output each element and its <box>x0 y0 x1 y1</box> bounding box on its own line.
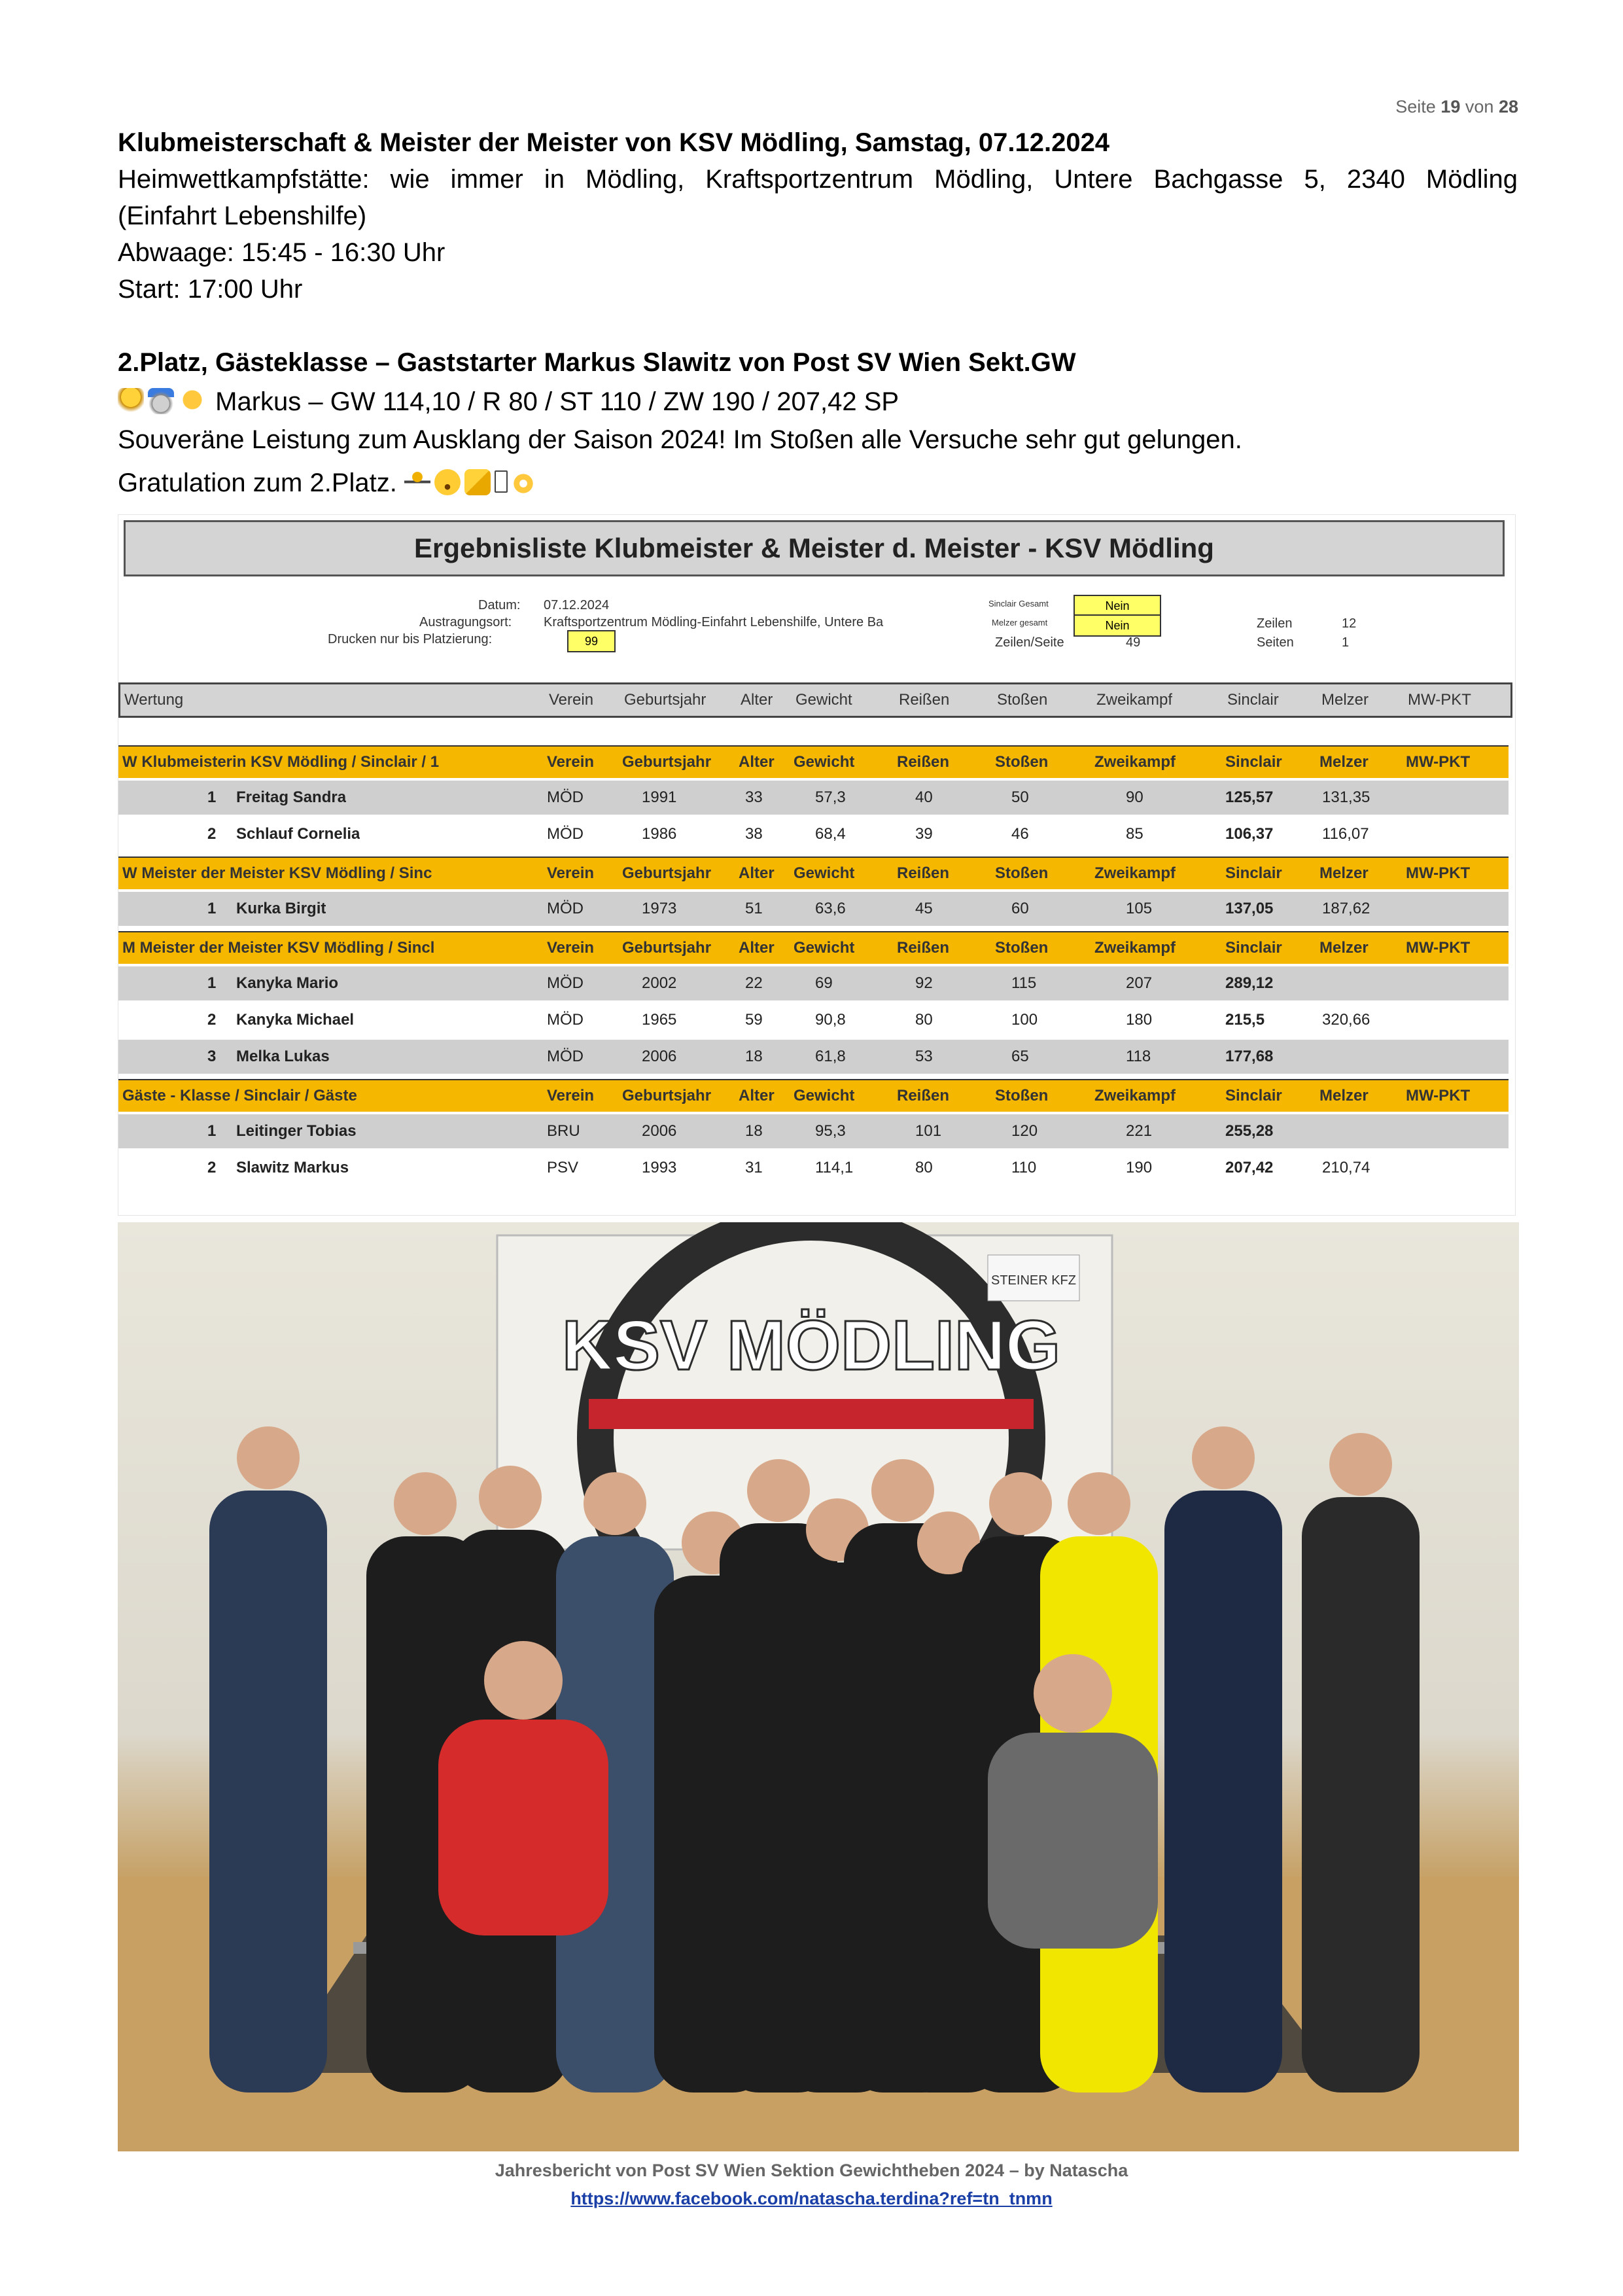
row-verein: MÖD <box>547 900 584 917</box>
row-reissen: 40 <box>915 788 933 806</box>
row-gewicht: 114,1 <box>815 1159 854 1176</box>
section-col-6: Stoßen <box>995 939 1049 957</box>
section-title: Gäste - Klasse / Sinclair / Gäste <box>122 1087 357 1104</box>
person-head <box>1192 1426 1255 1489</box>
row-reissen: 45 <box>915 900 933 917</box>
section-col-4: Gewicht <box>794 753 855 771</box>
trophy-icon <box>118 388 144 414</box>
section-col-8: Sinclair <box>1225 939 1282 957</box>
row-alter: 18 <box>745 1122 763 1140</box>
row-zweikampf: 180 <box>1126 1011 1153 1029</box>
row-sinclair: 177,68 <box>1225 1048 1274 1065</box>
congrats-line <box>118 465 1518 501</box>
col-alter: Alter <box>741 691 773 709</box>
surprised-face-icon <box>434 469 461 495</box>
row-alter: 22 <box>745 974 763 992</box>
team-photo-illustration <box>118 1222 1519 2151</box>
section-col-2: Geburtsjahr <box>622 1087 712 1104</box>
col-zweikampf: Zweikampf <box>1096 691 1173 709</box>
footer-text: Jahresbericht von Post SV Wien Sektion Gewichtheben 2024 – by Natascha <box>495 2161 1128 2180</box>
row-stossen: 115 <box>1011 974 1037 992</box>
start-time: Start: 17:00 Uhr <box>118 275 303 304</box>
row-gewicht: 95,3 <box>815 1122 846 1140</box>
section-header <box>118 931 1509 964</box>
row-melzer: 187,62 <box>1322 900 1370 917</box>
col-melzer: Melzer <box>1321 691 1369 709</box>
row-alter: 31 <box>745 1159 763 1176</box>
section-col-8: Sinclair <box>1225 1087 1282 1104</box>
meta-drucken: 99 <box>567 630 616 652</box>
table-row <box>118 966 1509 1000</box>
section-col-9: Melzer <box>1319 864 1369 882</box>
col-mw-pkt: MW-PKT <box>1408 691 1471 709</box>
row-name: Kanyka Michael <box>236 1011 355 1029</box>
section-col-8: Sinclair <box>1225 864 1282 882</box>
row-stossen: 110 <box>1011 1159 1037 1176</box>
row-zweikampf: 190 <box>1126 1159 1153 1176</box>
meta-ort-label: Austragungsort: <box>419 615 512 629</box>
person-head <box>747 1459 810 1522</box>
meta-ort: Kraftsportzentrum Mödling-Einfahrt Lebenshilfe, Untere Ba <box>544 615 884 629</box>
section-col-1: Verein <box>547 1087 595 1104</box>
col-wertung: Wertung <box>124 691 184 709</box>
person-head <box>584 1472 646 1535</box>
row-alter: 59 <box>745 1011 763 1029</box>
missing-glyph-icon <box>495 470 508 493</box>
row-gewicht: 57,3 <box>815 788 846 806</box>
row-zweikampf: 221 <box>1126 1122 1153 1140</box>
row-stossen: 60 <box>1011 900 1029 917</box>
col-geburtsjahr: Geburtsjahr <box>624 691 707 709</box>
meta-zeilen-seite: 49 <box>1126 635 1141 650</box>
section-col-5: Reißen <box>897 753 950 771</box>
row-place: 2 <box>207 825 217 843</box>
section-col-2: Geburtsjahr <box>622 864 712 882</box>
page-number: Seite 19 von 28 <box>1395 97 1518 116</box>
section-col-4: Gewicht <box>794 939 855 957</box>
row-jahr: 1991 <box>642 788 677 806</box>
row-reissen: 39 <box>915 825 933 843</box>
row-melzer: 116,07 <box>1322 825 1369 843</box>
person-head <box>1068 1472 1130 1535</box>
row-stossen: 65 <box>1011 1048 1029 1065</box>
row-reissen: 53 <box>915 1048 933 1065</box>
section-col-2: Geburtsjahr <box>622 939 712 957</box>
venue-line-2: (Einfahrt Lebenshilfe) <box>118 202 367 230</box>
row-jahr: 1986 <box>642 825 677 843</box>
weighin-time: Abwaage: 15:45 - 16:30 Uhr <box>118 238 445 267</box>
row-name: Kurka Birgit <box>236 900 326 917</box>
row-verein: MÖD <box>547 825 584 843</box>
report-heading: 2.Platz, Gästeklasse – Gaststarter Markus Slawitz von Post SV Wien Sekt.GW <box>118 348 1076 377</box>
row-melzer: 131,35 <box>1322 788 1370 806</box>
row-stossen: 120 <box>1011 1122 1038 1140</box>
section-col-6: Stoßen <box>995 1087 1049 1104</box>
section-col-1: Verein <box>547 939 595 957</box>
table-row <box>118 1151 1509 1185</box>
row-gewicht: 69 <box>815 974 833 992</box>
row-gewicht: 63,6 <box>815 900 846 917</box>
person-head <box>871 1459 934 1522</box>
row-place: 1 <box>207 1122 217 1140</box>
row-stossen: 100 <box>1011 1011 1038 1029</box>
section-col-6: Stoßen <box>995 864 1049 882</box>
person-head <box>394 1472 457 1535</box>
medal-icon <box>148 388 174 414</box>
row-jahr: 1965 <box>642 1011 677 1029</box>
row-place: 3 <box>207 1048 217 1065</box>
section-col-10: MW-PKT <box>1406 1087 1471 1104</box>
row-jahr: 2002 <box>642 974 677 992</box>
section-header <box>118 745 1509 778</box>
row-name: Slawitz Markus <box>236 1159 349 1176</box>
table-header <box>118 682 1512 718</box>
person-body <box>988 1733 1158 1949</box>
row-verein: PSV <box>547 1159 579 1176</box>
section-col-6: Stoßen <box>995 753 1049 771</box>
event-title: Klubmeisterschaft & Meister der Meister von KSV Mödling, Samstag, 07.12.2024 <box>118 128 1110 157</box>
section-col-5: Reißen <box>897 1087 950 1104</box>
meta-datum: 07.12.2024 <box>544 598 610 612</box>
row-zweikampf: 105 <box>1126 900 1153 917</box>
row-name: Freitag Sandra <box>236 788 347 806</box>
section-col-7: Zweikampf <box>1094 864 1176 882</box>
row-sinclair: 255,28 <box>1225 1122 1274 1140</box>
ok-hand-icon <box>512 469 538 495</box>
row-alter: 38 <box>745 825 763 843</box>
venue-line: Heimwettkampfstätte: wie immer in Mödling, Kraftsportzentrum Mödling, Untere Bachgasse 5, 2340 Mödling <box>118 165 1518 194</box>
row-melzer: 210,74 <box>1322 1159 1370 1176</box>
person-head <box>479 1466 542 1528</box>
meta-zeilen-label: Zeilen <box>1257 616 1293 631</box>
table-row <box>118 817 1509 851</box>
footer-link-wrap <box>0 2189 1623 2209</box>
meta-zeilen-seite-label: Zeilen/Seite <box>995 635 1064 650</box>
section-header <box>118 1079 1509 1112</box>
row-sinclair: 215,5 <box>1225 1011 1265 1029</box>
person-head <box>484 1641 563 1720</box>
section-col-9: Melzer <box>1319 753 1369 771</box>
section-col-3: Alter <box>739 864 775 882</box>
results-title: Ergebnisliste Klubmeister & Meister d. Meister - KSV Mödling <box>124 520 1505 576</box>
row-verein: MÖD <box>547 788 584 806</box>
meta-datum-label: Datum: <box>478 598 521 612</box>
row-alter: 18 <box>745 1048 763 1065</box>
row-melzer: 320,66 <box>1322 1011 1370 1029</box>
row-name: Melka Lukas <box>236 1048 330 1065</box>
section-header <box>118 857 1509 889</box>
result-summary: Markus – GW 114,10 / R 80 / ST 110 / ZW 190 / 207,42 SP <box>215 387 899 416</box>
section-title: M Meister der Meister KSV Mödling / Sincl <box>122 939 435 957</box>
row-verein: MÖD <box>547 974 584 992</box>
row-verein: MÖD <box>547 1048 584 1065</box>
row-zweikampf: 90 <box>1126 788 1143 806</box>
meta-sinclair-gesamt: Nein <box>1073 595 1161 617</box>
row-verein: MÖD <box>547 1011 584 1029</box>
section-col-4: Gewicht <box>794 1087 855 1104</box>
meta-zeilen: 12 <box>1342 616 1357 631</box>
row-name: Schlauf Cornelia <box>236 825 360 843</box>
row-gewicht: 90,8 <box>815 1011 846 1029</box>
section-col-7: Zweikampf <box>1094 753 1176 771</box>
table-row <box>118 781 1509 815</box>
col-stossen: Stoßen <box>997 691 1048 709</box>
row-place: 2 <box>207 1159 217 1176</box>
person-head <box>1034 1654 1112 1733</box>
meta-seiten: 1 <box>1342 635 1350 650</box>
row-gewicht: 61,8 <box>815 1048 846 1065</box>
row-reissen: 80 <box>915 1011 933 1029</box>
result-line <box>118 383 1518 420</box>
row-place: 1 <box>207 900 217 917</box>
row-jahr: 2006 <box>642 1122 677 1140</box>
results-table <box>118 514 1516 1216</box>
person-body <box>1302 1497 1420 2093</box>
row-stossen: 50 <box>1011 788 1029 806</box>
section-col-5: Reißen <box>897 939 950 957</box>
row-stossen: 46 <box>1011 825 1029 843</box>
row-reissen: 101 <box>915 1122 942 1140</box>
person-body <box>438 1720 608 1935</box>
section-col-7: Zweikampf <box>1094 1087 1176 1104</box>
section-col-2: Geburtsjahr <box>622 753 712 771</box>
row-sinclair: 207,42 <box>1225 1159 1274 1176</box>
section-col-5: Reißen <box>897 864 950 882</box>
congrats-text: Gratulation zum 2.Platz. <box>118 468 397 497</box>
row-alter: 51 <box>745 900 763 917</box>
section-col-9: Melzer <box>1319 939 1369 957</box>
table-row <box>118 1003 1509 1037</box>
footer-link[interactable]: https://www.facebook.com/natascha.terdina?ref=tn_tnmn <box>570 2189 1053 2208</box>
col-reissen: Reißen <box>899 691 950 709</box>
row-verein: BRU <box>547 1122 580 1140</box>
row-jahr: 1973 <box>642 900 677 917</box>
section-col-3: Alter <box>739 939 775 957</box>
section-col-10: MW-PKT <box>1406 864 1471 882</box>
col-sinclair: Sinclair <box>1227 691 1279 709</box>
section-col-3: Alter <box>739 753 775 771</box>
section-col-4: Gewicht <box>794 864 855 882</box>
person-head <box>237 1426 300 1489</box>
row-sinclair: 137,05 <box>1225 900 1274 917</box>
section-col-10: MW-PKT <box>1406 939 1471 957</box>
row-place: 2 <box>207 1011 217 1029</box>
row-sinclair: 125,57 <box>1225 788 1274 806</box>
row-gewicht: 68,4 <box>815 825 846 843</box>
weightlifter-icon <box>404 469 430 495</box>
flexed-biceps-icon <box>178 388 204 414</box>
row-name: Kanyka Mario <box>236 974 339 992</box>
section-col-10: MW-PKT <box>1406 753 1471 771</box>
section-col-7: Zweikampf <box>1094 939 1176 957</box>
table-row <box>118 1040 1509 1074</box>
row-jahr: 1993 <box>642 1159 677 1176</box>
table-row <box>118 892 1509 926</box>
person-head <box>989 1472 1052 1535</box>
row-place: 1 <box>207 788 217 806</box>
table-row <box>118 1114 1509 1148</box>
person-body <box>209 1491 327 2093</box>
section-col-9: Melzer <box>1319 1087 1369 1104</box>
section-title: W Klubmeisterin KSV Mödling / Sinclair / 1 <box>122 753 440 771</box>
row-zweikampf: 85 <box>1126 825 1143 843</box>
row-sinclair: 106,37 <box>1225 825 1274 843</box>
meta-drucken-label: Drucken nur bis Platzierung: <box>328 632 493 646</box>
row-jahr: 2006 <box>642 1048 677 1065</box>
meta-melzer-gesamt: Nein <box>1073 614 1161 637</box>
row-reissen: 80 <box>915 1159 933 1176</box>
meta-sinclair-gesamt-label: Sinclair Gesamt <box>988 599 1049 609</box>
section-col-8: Sinclair <box>1225 753 1282 771</box>
col-verein: Verein <box>549 691 594 709</box>
person-head <box>1329 1433 1392 1496</box>
section-title: W Meister der Meister KSV Mödling / Sinc <box>122 864 432 882</box>
row-zweikampf: 207 <box>1126 974 1153 992</box>
logo-text: KSV MÖDLING <box>561 1305 1061 1385</box>
row-sinclair: 289,12 <box>1225 974 1274 992</box>
team-photo <box>118 1222 1519 2151</box>
sign-text: STEINER KFZ <box>990 1273 1077 1288</box>
meta-melzer-gesamt-label: Melzer gesamt <box>992 618 1048 627</box>
thumbs-up-icon <box>464 469 491 495</box>
row-alter: 33 <box>745 788 763 806</box>
report-comment: Souveräne Leistung zum Ausklang der Saison 2024! Im Stoßen alle Versuche sehr gut gelungen. <box>118 425 1242 454</box>
row-place: 1 <box>207 974 217 992</box>
row-reissen: 92 <box>915 974 933 992</box>
col-gewicht: Gewicht <box>795 691 852 709</box>
section-col-1: Verein <box>547 753 595 771</box>
meta-seiten-label: Seiten <box>1257 635 1294 650</box>
section-col-1: Verein <box>547 864 595 882</box>
row-zweikampf: 118 <box>1126 1048 1151 1065</box>
row-name: Leitinger Tobias <box>236 1122 357 1140</box>
person-body <box>1164 1491 1282 2093</box>
section-col-3: Alter <box>739 1087 775 1104</box>
